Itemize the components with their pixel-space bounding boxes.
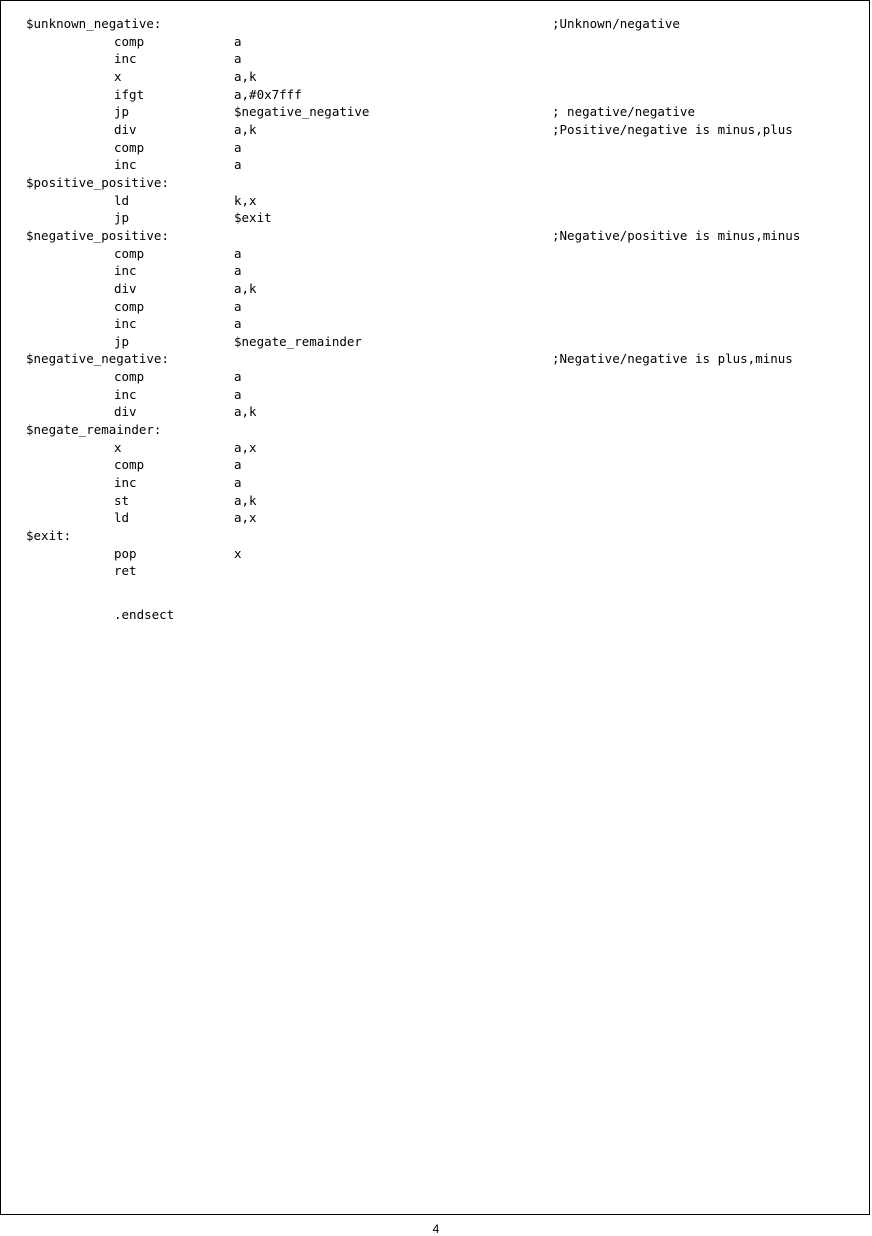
code-instruction-line [26, 368, 856, 386]
code-instruction-line [26, 33, 856, 51]
code-mnemonic: comp [114, 139, 145, 155]
code-mnemonic: comp [114, 457, 145, 473]
code-operand: a [234, 298, 242, 314]
blank-gap [26, 580, 856, 588]
code-mnemonic: x [114, 439, 122, 455]
code-comment: ;Negative/negative is plus,minus [552, 351, 793, 367]
code-instruction-line [26, 562, 856, 580]
code-instruction-line [26, 474, 856, 492]
code-operand: a,x [234, 439, 257, 455]
code-operand: $exit [234, 210, 272, 226]
code-label: $negative_positive: [26, 227, 169, 243]
code-label: $positive_positive: [26, 174, 169, 190]
code-mnemonic: ifgt [114, 86, 145, 102]
code-comment: ;Negative/positive is minus,minus [552, 227, 801, 243]
directive-endsect: .endsect [114, 606, 175, 622]
code-operand: a [234, 386, 242, 402]
code-operand: a [234, 245, 242, 261]
code-comment: ;Unknown/negative [552, 16, 680, 31]
code-instruction-line [26, 156, 856, 174]
code-instruction-line [26, 50, 856, 68]
code-line-endsect [26, 588, 856, 622]
code-operand: a [234, 33, 242, 49]
code-mnemonic: div [114, 280, 137, 296]
code-label: $unknown_negative: [26, 16, 162, 31]
code-instruction-line [26, 103, 856, 121]
code-operand: a,k [234, 121, 257, 137]
code-instruction-line [26, 245, 856, 263]
code-operand: a [234, 369, 242, 385]
code-mnemonic: st [114, 492, 130, 508]
code-mnemonic: comp [114, 33, 145, 49]
code-instruction-line [26, 492, 856, 510]
code-instruction-line [26, 315, 856, 333]
code-instruction-line [26, 545, 856, 563]
code-mnemonic: ld [114, 192, 130, 208]
code-instruction-line [26, 456, 856, 474]
code-instruction-line [26, 280, 856, 298]
code-mnemonic: comp [114, 298, 145, 314]
code-label-line [26, 15, 856, 33]
code-instruction-line [26, 298, 856, 316]
code-operand: a [234, 157, 242, 173]
code-instruction-line [26, 86, 856, 104]
code-instruction-line [26, 192, 856, 210]
code-operand: a [234, 457, 242, 473]
code-operand: a,k [234, 280, 257, 296]
code-mnemonic: inc [114, 157, 137, 173]
code-label: $exit: [26, 528, 72, 544]
code-mnemonic: div [114, 121, 137, 137]
code-instruction-line [26, 439, 856, 457]
code-mnemonic: jp [114, 104, 130, 120]
code-lines [26, 15, 856, 580]
code-operand: a,k [234, 492, 257, 508]
code-mnemonic: jp [114, 333, 130, 349]
code-operand: $negative_negative [234, 104, 370, 120]
code-operand: a,x [234, 510, 257, 526]
code-mnemonic: comp [114, 369, 145, 385]
code-instruction-line [26, 333, 856, 351]
code-operand: x [234, 545, 242, 561]
code-mnemonic: comp [114, 245, 145, 261]
code-mnemonic: inc [114, 316, 137, 332]
code-instruction-line [26, 262, 856, 280]
code-operand: a [234, 316, 242, 332]
code-mnemonic: inc [114, 386, 137, 402]
code-label-line [26, 421, 856, 439]
code-label: $negate_remainder: [26, 422, 162, 438]
code-mnemonic: div [114, 404, 137, 420]
code-mnemonic: inc [114, 475, 137, 491]
code-mnemonic: ret [114, 563, 137, 579]
code-instruction-line [26, 509, 856, 527]
code-instruction-line [26, 209, 856, 227]
code-operand: a,k [234, 68, 257, 84]
code-instruction-line [26, 68, 856, 86]
code-operand: a [234, 475, 242, 491]
code-operand: a [234, 139, 242, 155]
page-number: 4 [432, 1222, 440, 1236]
code-label-line [26, 527, 856, 545]
code-instruction-line [26, 139, 856, 157]
code-mnemonic: x [114, 68, 122, 84]
code-comment: ; negative/negative [552, 104, 695, 120]
code-instruction-line [26, 386, 856, 404]
code-instruction-line [26, 121, 856, 139]
code-operand: a,k [234, 404, 257, 420]
code-operand: $negate_remainder [234, 333, 362, 349]
code-mnemonic: inc [114, 263, 137, 279]
code-listing [26, 15, 856, 622]
code-label-line [26, 227, 856, 245]
code-operand: a [234, 51, 242, 67]
code-operand: a,#0x7fff [234, 86, 302, 102]
code-mnemonic: ld [114, 510, 130, 526]
code-operand: a [234, 263, 242, 279]
code-mnemonic: pop [114, 545, 137, 561]
code-operand: k,x [234, 192, 257, 208]
code-label: $negative_negative: [26, 351, 169, 367]
code-mnemonic: inc [114, 51, 137, 67]
code-comment: ;Positive/negative is minus,plus [552, 121, 793, 137]
code-label-line [26, 174, 856, 192]
code-mnemonic: jp [114, 210, 130, 226]
code-instruction-line [26, 403, 856, 421]
code-label-line [26, 350, 856, 368]
